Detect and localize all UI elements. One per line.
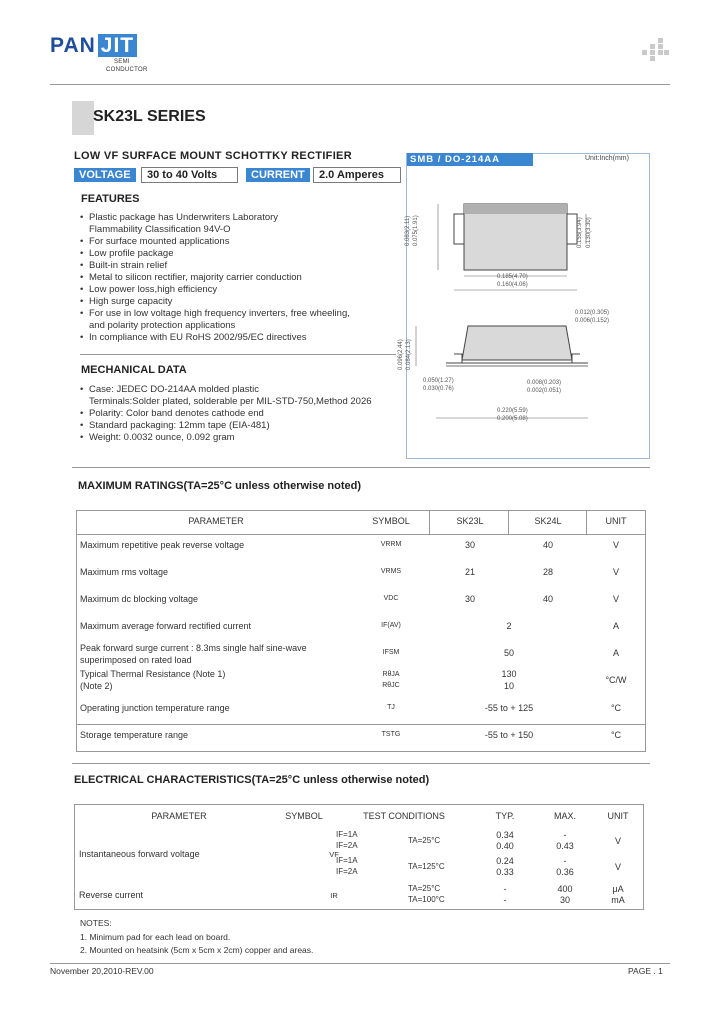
max-ratings-title: MAXIMUM RATINGS(TA=25°C unless otherwise noted) xyxy=(78,480,361,492)
logo-sub-1: SEMI xyxy=(114,59,130,65)
mechanical-title: MECHANICAL DATA xyxy=(81,364,187,376)
value-cell: 30 xyxy=(464,540,475,550)
typ-cell: - xyxy=(503,895,507,905)
symbol-cell: IFSM xyxy=(382,649,400,656)
col-header: PARAMETER xyxy=(151,811,207,821)
symbol-cell: TSTG xyxy=(381,731,401,738)
value-cell: 2 xyxy=(506,621,512,631)
mechanical-item: • Polarity: Color band denotes cathode end xyxy=(80,408,400,420)
typ-cell: 0.33 xyxy=(496,867,514,877)
max-cell: - xyxy=(563,830,567,840)
max-cell: 0.43 xyxy=(556,841,574,851)
max-ratings-table xyxy=(76,510,646,752)
param-cell: Peak forward surge current : 8.3ms single half sine-wave xyxy=(80,643,307,653)
value-cell: -55 to + 125 xyxy=(484,703,534,713)
col-header: UNIT xyxy=(605,516,627,526)
dim-2: 0.075(1.91) xyxy=(413,215,419,246)
package-title: SMB / DO-214AA xyxy=(407,153,533,166)
mechanical-item: • Standard packaging: 12mm tape (EIA-481) xyxy=(80,420,400,432)
symbol-cell: IF(AV) xyxy=(381,622,401,629)
company-logo xyxy=(50,34,137,58)
notes-title: NOTES: xyxy=(80,918,112,928)
feature-item: • Low power loss,high efficiency xyxy=(80,284,400,296)
dim-9: 0.096(2.44) xyxy=(398,339,404,370)
feature-item: • High surge capacity xyxy=(80,296,400,308)
decorative-dots-icon xyxy=(636,38,670,62)
param-cell: (Note 2) xyxy=(80,681,113,691)
max-cell: 30 xyxy=(559,895,570,905)
symbol-cell: RθJC xyxy=(382,682,400,689)
condition-cell: IF=2A xyxy=(336,867,358,876)
condition-cell: IF=1A xyxy=(336,830,358,839)
dim-3: 0.155(3.94) xyxy=(577,217,583,248)
section-divider xyxy=(80,354,396,355)
note-item: 2. Mounted on heatsink (5cm x 5cm x 2cm) copper and areas. xyxy=(80,945,314,955)
dim-14: 0.002(0.051) xyxy=(527,388,562,394)
note-item: 1. Minimum pad for each lead on board. xyxy=(80,932,231,942)
condition-cell: IF=2A xyxy=(336,841,358,850)
unit-cell: mA xyxy=(611,895,625,905)
symbol-cell: VDC xyxy=(383,595,399,602)
package-unit: Unit:Inch(mm) xyxy=(585,155,629,162)
unit-cell: V xyxy=(612,540,619,550)
symbol-cell: VRRM xyxy=(380,541,402,548)
condition-cell: IF=1A xyxy=(336,856,358,865)
feature-item: • Low profile package xyxy=(80,248,400,260)
unit-cell: V xyxy=(612,594,619,604)
param-cell: Operating junction temperature range xyxy=(80,703,230,713)
dim-13: 0.008(0.203) xyxy=(527,380,562,386)
features-list xyxy=(80,212,400,344)
max-cell: 400 xyxy=(557,884,573,894)
col-header: UNIT xyxy=(607,811,629,821)
feature-item: and polarity protection applications xyxy=(89,320,236,331)
condition-cell: TA=100°C xyxy=(408,895,445,904)
feature-item: • Plastic package has Underwriters Laboratory xyxy=(80,212,400,224)
symbol-cell: VRMS xyxy=(380,568,402,575)
section-divider xyxy=(72,467,650,468)
voltage-label: VOLTAGE xyxy=(74,168,136,182)
features-title: FEATURES xyxy=(81,193,140,205)
series-title: SK23L SERIES xyxy=(93,108,206,125)
value-cell: 50 xyxy=(503,648,514,658)
logo-sub-2: CONDUCTOR xyxy=(106,67,148,73)
dim-5: 0.185(4.70) xyxy=(497,274,528,280)
col-header: SYMBOL xyxy=(372,516,410,526)
product-subtitle: LOW VF SURFACE MOUNT SCHOTTKY RECTIFIER xyxy=(74,150,352,162)
mechanical-item: • Weight: 0.0032 ounce, 0.092 gram xyxy=(80,432,400,444)
dim-11: 0.050(1.27) xyxy=(423,378,454,384)
logo-subtitle xyxy=(106,58,148,74)
value-cell: 10 xyxy=(503,681,514,691)
symbol-cell: VF xyxy=(329,850,339,859)
electrical-table xyxy=(74,804,644,910)
page-number: PAGE . 1 xyxy=(628,966,663,976)
param-cell: Instantaneous forward voltage xyxy=(79,849,200,859)
feature-item: Flammability Classification 94V-O xyxy=(89,224,231,235)
feature-item: • Metal to silicon rectifier, majority carrier conduction xyxy=(80,272,400,284)
col-header: PARAMETER xyxy=(188,516,244,526)
col-header: SYMBOL xyxy=(285,811,323,821)
param-cell: Typical Thermal Resistance (Note 1) xyxy=(80,669,226,679)
unit-cell: A xyxy=(612,648,619,658)
current-value: 2.0 Amperes xyxy=(313,167,401,183)
feature-item: • In compliance with EU RoHS 2002/95/EC directives xyxy=(80,332,400,344)
unit-cell: °C/W xyxy=(605,675,627,685)
dim-15: 0.220(5.59) xyxy=(497,408,528,414)
value-cell: -55 to + 150 xyxy=(484,730,534,740)
value-cell: 21 xyxy=(464,567,475,577)
typ-cell: 0.40 xyxy=(496,841,514,851)
unit-cell: V xyxy=(614,836,621,846)
electrical-title: ELECTRICAL CHARACTERISTICS(TA=25°C unless otherwise noted) xyxy=(74,774,430,786)
symbol-cell: RθJA xyxy=(382,671,400,678)
dim-7: 0.012(0.305) xyxy=(575,310,610,316)
logo-pan: PAN xyxy=(50,34,96,57)
condition-cell: TA=125°C xyxy=(408,862,445,871)
value-cell: 30 xyxy=(464,594,475,604)
max-cell: 0.36 xyxy=(556,867,574,877)
typ-cell: 0.34 xyxy=(496,830,514,840)
section-divider xyxy=(72,763,650,764)
unit-cell: °C xyxy=(610,703,622,713)
unit-cell: V xyxy=(614,862,621,872)
title-accent xyxy=(72,101,94,135)
condition-cell: TA=25°C xyxy=(408,884,441,893)
dim-1: 0.083(2.11) xyxy=(405,215,411,246)
current-label: CURRENT xyxy=(246,168,310,182)
dim-4: 0.130(3.30) xyxy=(586,217,592,248)
col-header: TYP. xyxy=(495,811,515,821)
param-cell: Maximum dc blocking voltage xyxy=(80,594,199,604)
max-cell: - xyxy=(563,856,567,866)
value-cell: 28 xyxy=(542,567,553,577)
unit-cell: μA xyxy=(612,884,624,894)
typ-cell: 0.24 xyxy=(496,856,514,866)
dim-10: 0.084(2.13) xyxy=(406,339,412,370)
dim-6: 0.160(4.06) xyxy=(497,282,528,288)
voltage-value: 30 to 40 Volts xyxy=(141,167,238,183)
symbol-cell: TJ xyxy=(387,704,395,711)
footer-divider xyxy=(50,963,670,964)
param-cell: Maximum rms voltage xyxy=(80,567,169,577)
feature-item: • Built-in strain relief xyxy=(80,260,400,272)
symbol-cell: IR xyxy=(330,891,338,900)
unit-cell: °C xyxy=(610,730,622,740)
param-cell: Storage temperature range xyxy=(80,730,189,740)
dim-8: 0.006(0.152) xyxy=(575,318,610,324)
value-cell: 130 xyxy=(501,669,517,679)
dim-16: 0.200(5.08) xyxy=(497,416,528,422)
revision-date: November 20,2010-REV.00 xyxy=(50,966,154,976)
typ-cell: - xyxy=(503,884,507,894)
col-header: SK24L xyxy=(534,516,562,526)
col-header: TEST CONDITIONS xyxy=(363,811,445,821)
col-header: MAX. xyxy=(553,811,576,821)
header-divider xyxy=(50,84,670,85)
param-cell: Maximum repetitive peak reverse voltage xyxy=(80,540,245,550)
mechanical-list xyxy=(80,384,400,444)
logo-jit: JIT xyxy=(98,34,137,57)
mechanical-item: Terminals:Solder plated, solderable per MIL-STD-750,Method 2026 xyxy=(89,396,372,407)
col-header: SK23L xyxy=(456,516,484,526)
unit-cell: V xyxy=(612,567,619,577)
value-cell: 40 xyxy=(542,540,553,550)
feature-item: • For surface mounted applications xyxy=(80,236,400,248)
param-cell: superimposed on rated load xyxy=(80,655,192,665)
param-cell: Maximum average forward rectified current xyxy=(80,621,252,631)
mechanical-item: • Case: JEDEC DO-214AA molded plastic xyxy=(80,384,400,396)
value-cell: 40 xyxy=(542,594,553,604)
param-cell: Reverse current xyxy=(79,890,144,900)
condition-cell: TA=25°C xyxy=(408,836,441,845)
dim-12: 0.030(0.76) xyxy=(423,386,454,392)
unit-cell: A xyxy=(612,621,619,631)
feature-item: • For use in low voltage high frequency inverters, free wheeling, xyxy=(80,308,400,320)
